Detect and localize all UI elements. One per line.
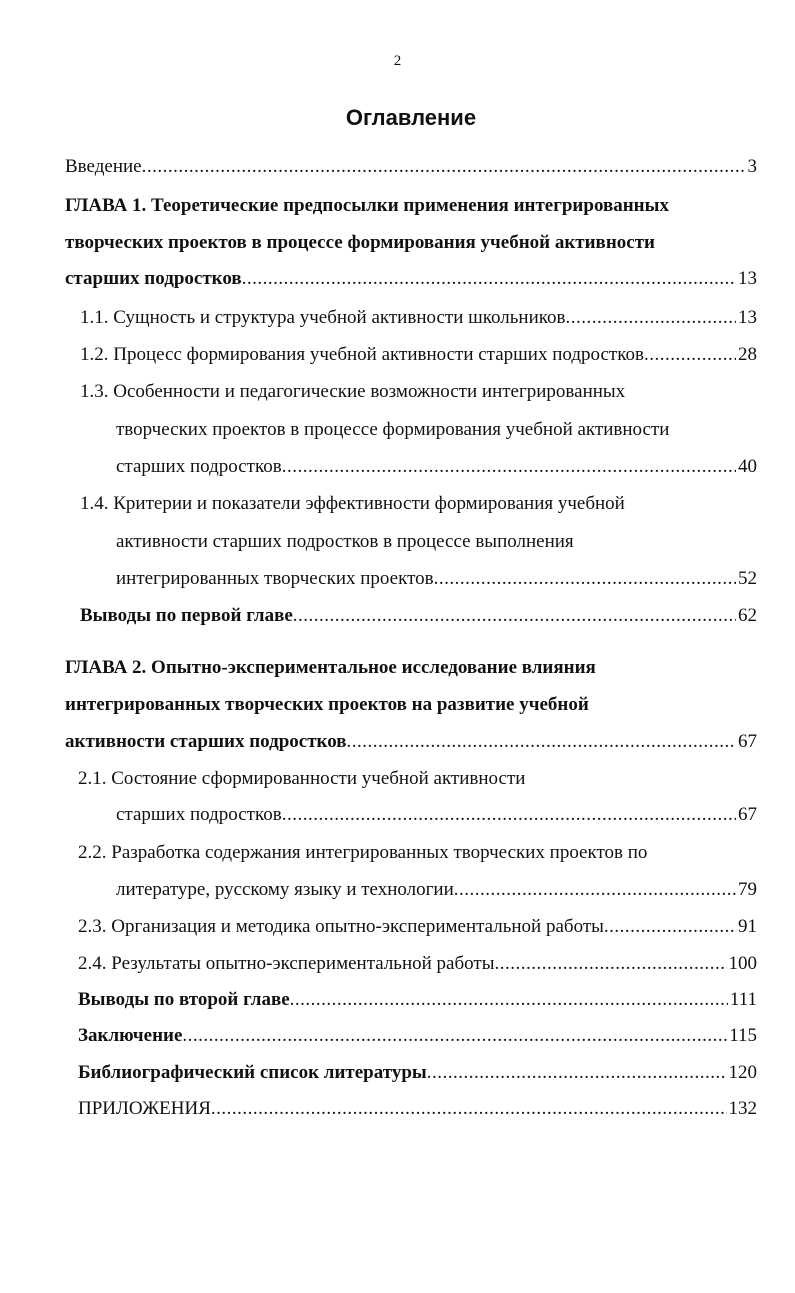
dot-leader — [211, 1094, 727, 1124]
dot-leader — [644, 340, 736, 370]
toc-section-1-1[interactable] — [80, 303, 757, 333]
toc-section-2-3[interactable] — [78, 912, 757, 942]
toc-bibliography[interactable] — [78, 1058, 757, 1088]
toc-entry-title: старших подростков — [116, 456, 282, 477]
toc-chapter-1-line-3[interactable] — [65, 264, 757, 294]
page-title: Оглавление — [345, 105, 477, 130]
dot-leader — [604, 912, 736, 942]
toc-section-2-2-line-2[interactable] — [116, 875, 757, 905]
toc-entry-title: 2.4. Результаты опытно-экспериментальной работы — [78, 953, 495, 974]
toc-entry-title: литературе, русскому языку и технологии — [116, 879, 454, 900]
toc-conclusion[interactable] — [78, 1021, 757, 1051]
toc-chapter-title: активности старших подростков — [65, 731, 347, 752]
toc-chapter-title: ГЛАВА 2. Опытно-экспериментальное исследование влияния — [65, 657, 596, 678]
toc-section-1-3-line-1[interactable] — [80, 377, 625, 407]
toc-section-2-1-line-2[interactable] — [116, 800, 757, 830]
toc-page-number: 13 — [738, 268, 757, 289]
toc-section-1-2[interactable] — [80, 340, 757, 370]
dot-leader — [290, 985, 728, 1015]
dot-leader — [242, 264, 736, 294]
toc-entry-title: Выводы по первой главе — [80, 605, 293, 626]
toc-entry-title: творческих проектов в процессе формирования учебной активности — [116, 419, 670, 440]
toc-page-number: 28 — [738, 344, 757, 365]
toc-chapter-1-line-2[interactable] — [65, 228, 655, 258]
toc-page-number: 67 — [738, 731, 757, 752]
toc-page-number: 91 — [738, 916, 757, 937]
toc-page-number: 3 — [747, 156, 757, 177]
toc-chapter-title: старших подростков — [65, 268, 242, 289]
toc-conclusions-chapter-1[interactable] — [80, 601, 757, 631]
toc-page-number: 52 — [738, 568, 757, 589]
toc-entry-title: Заключение — [78, 1025, 183, 1046]
toc-appendices[interactable] — [78, 1094, 757, 1124]
dot-leader — [347, 727, 736, 757]
dot-leader — [182, 1021, 727, 1051]
dot-leader — [293, 601, 736, 631]
toc-page-number: 115 — [729, 1025, 757, 1046]
toc-section-2-4[interactable] — [78, 949, 757, 979]
dot-leader — [282, 452, 736, 482]
toc-entry-title: Введение — [65, 156, 142, 177]
toc-entry-title: 2.3. Организация и методика опытно-экспериментальной работы — [78, 916, 604, 937]
toc-entry-title: Библиографический список литературы — [78, 1062, 427, 1083]
toc-chapter-2-line-2[interactable] — [65, 690, 589, 720]
dot-leader — [434, 564, 736, 594]
toc-page-number: 100 — [728, 953, 757, 974]
toc-section-1-3-line-3[interactable] — [116, 452, 757, 482]
toc-entry-title: активности старших подростков в процессе выполнения — [116, 531, 574, 552]
toc-entry-title: 1.3. Особенности и педагогические возможности интегрированных — [80, 381, 626, 402]
dot-leader — [494, 949, 726, 979]
toc-entry-title: ПРИЛОЖЕНИЯ — [78, 1098, 211, 1119]
toc-section-1-3-line-2[interactable] — [116, 415, 669, 445]
toc-section-1-4-line-1[interactable] — [80, 489, 625, 519]
toc-page-number: 79 — [738, 879, 757, 900]
toc-chapter-title: ГЛАВА 1. Теоретические предпосылки применения интегрированных — [65, 195, 669, 216]
toc-chapter-1-line-1[interactable] — [65, 191, 669, 221]
toc-section-2-1-line-1[interactable] — [78, 764, 525, 794]
toc-entry-title: Выводы по второй главе — [78, 989, 290, 1010]
toc-entry-title: 1.4. Критерии и показатели эффективности формирования учебной — [80, 493, 625, 514]
toc-page-number: 62 — [738, 605, 757, 626]
toc-chapter-2-line-3[interactable] — [65, 727, 757, 757]
dot-leader — [565, 303, 736, 333]
toc-entry-title: старших подростков — [116, 804, 282, 825]
toc-entry-title: интегрированных творческих проектов — [116, 568, 434, 589]
toc-entry-intro[interactable] — [65, 152, 757, 182]
toc-page-number: 13 — [738, 307, 757, 328]
toc-page-number: 132 — [728, 1098, 757, 1119]
toc-section-1-4-line-2[interactable] — [116, 527, 574, 557]
toc-entry-title: 1.2. Процесс формирования учебной активности старших подростков — [80, 344, 644, 365]
dot-leader — [454, 875, 736, 905]
page-number: 2 — [393, 53, 402, 69]
toc-chapter-title: интегрированных творческих проектов на развитие учебной — [65, 694, 589, 715]
toc-entry-title: 1.1. Сущность и структура учебной активности школьников — [80, 307, 566, 328]
toc-page-number: 120 — [728, 1062, 757, 1083]
toc-section-2-2-line-1[interactable] — [78, 838, 647, 868]
dot-leader — [142, 152, 746, 182]
toc-entry-title: 2.2. Разработка содержания интегрированных творческих проектов по — [78, 842, 648, 863]
toc-conclusions-chapter-2[interactable] — [78, 985, 757, 1015]
toc-entry-title: 2.1. Состояние сформированности учебной активности — [78, 768, 526, 789]
dot-leader — [427, 1058, 727, 1088]
toc-section-1-4-line-3[interactable] — [116, 564, 757, 594]
toc-chapter-2-line-1[interactable] — [65, 653, 596, 683]
dot-leader — [282, 800, 736, 830]
toc-page-number: 67 — [738, 804, 757, 825]
toc-chapter-title: творческих проектов в процессе формирования учебной активности — [65, 232, 655, 253]
toc-page-number: 40 — [738, 456, 757, 477]
toc-page-number: 111 — [729, 989, 757, 1010]
